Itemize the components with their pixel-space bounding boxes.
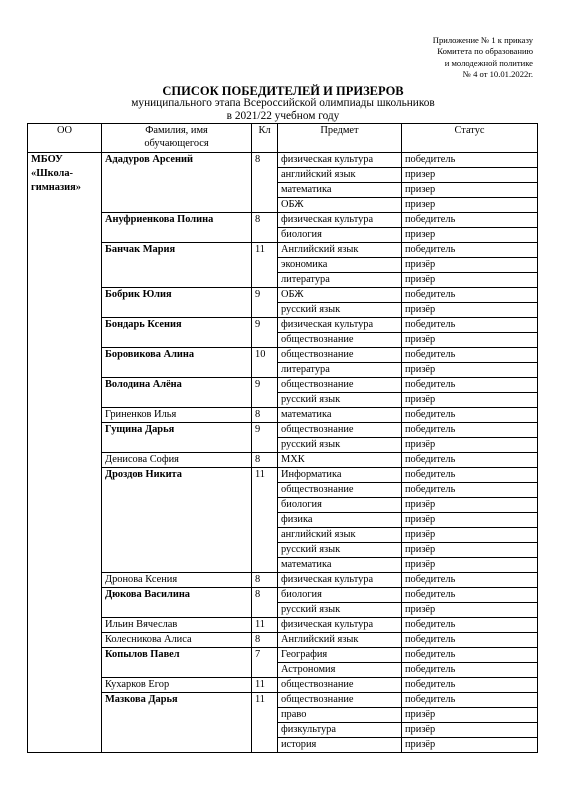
- subject-cell: биология: [278, 498, 402, 513]
- subject-cell: математика: [278, 408, 402, 423]
- status-cell: победитель: [402, 588, 538, 603]
- status-cell: призёр: [402, 603, 538, 618]
- subject-cell: русский язык: [278, 543, 402, 558]
- subject-cell: Информатика: [278, 468, 402, 483]
- subject-cell: русский язык: [278, 303, 402, 318]
- subject-cell: экономика: [278, 258, 402, 273]
- status-cell: призер: [402, 198, 538, 213]
- subject-cell: обществознание: [278, 333, 402, 348]
- grade-cell: 11: [252, 618, 278, 633]
- status-cell: победитель: [402, 378, 538, 393]
- table-row: [28, 213, 538, 228]
- student-name-cell: Дроздов Никита: [102, 468, 252, 573]
- school-name-cell: [28, 153, 102, 753]
- grade-cell: 8: [252, 213, 278, 243]
- status-cell: победитель: [402, 318, 538, 333]
- grade-cell: 8: [252, 408, 278, 423]
- subtitle-line-2: в 2021/22 учебном году: [226, 110, 340, 122]
- subject-cell: физическая культура: [278, 318, 402, 333]
- school-name-line-3: гимназия»: [31, 182, 81, 193]
- student-name-cell: Гриненков Илья: [102, 408, 252, 423]
- status-cell: призёр: [402, 438, 538, 453]
- table-row: [28, 243, 538, 258]
- status-cell: победитель: [402, 663, 538, 678]
- subject-cell: физическая культура: [278, 573, 402, 588]
- student-name-cell: Дронова Ксения: [102, 573, 252, 588]
- school-name-line-1: МБОУ: [31, 154, 63, 165]
- table-row: [28, 678, 538, 693]
- student-name-cell: Кухарков Егор: [102, 678, 252, 693]
- subject-cell: обществознание: [278, 348, 402, 363]
- header-name: [102, 124, 252, 153]
- grade-cell: 9: [252, 288, 278, 318]
- status-cell: призёр: [402, 258, 538, 273]
- student-name-cell: Мазкова Дарья: [102, 693, 252, 753]
- grade-cell: 9: [252, 423, 278, 453]
- subject-cell: русский язык: [278, 438, 402, 453]
- grade-cell: 11: [252, 678, 278, 693]
- winners-table: [27, 123, 538, 753]
- grade-cell: 8: [252, 633, 278, 648]
- table-body: [28, 153, 538, 753]
- status-cell: призер: [402, 228, 538, 243]
- header-grade: Кл: [252, 124, 278, 153]
- order-note-line-2: Комитета по образованию: [437, 46, 533, 57]
- status-cell: победитель: [402, 468, 538, 483]
- grade-cell: 9: [252, 318, 278, 348]
- grade-cell: 8: [252, 573, 278, 588]
- subtitle-line-1: муниципального этапа Всероссийской олимпиады школьников: [131, 97, 435, 109]
- grade-cell: 11: [252, 243, 278, 288]
- document-subtitle: [0, 97, 566, 123]
- table-row: [28, 588, 538, 603]
- student-name-cell: Боровикова Алина: [102, 348, 252, 378]
- subject-cell: история: [278, 738, 402, 753]
- status-cell: призёр: [402, 558, 538, 573]
- order-note-line-4: № 4 от 10.01.2022г.: [462, 68, 533, 79]
- student-name-cell: Бондарь Ксения: [102, 318, 252, 348]
- status-cell: призёр: [402, 708, 538, 723]
- status-cell: победитель: [402, 483, 538, 498]
- table-row: [28, 693, 538, 708]
- table-row: [28, 618, 538, 633]
- table-row: [28, 318, 538, 333]
- table-row: [28, 468, 538, 483]
- grade-cell: 8: [252, 453, 278, 468]
- table-row: [28, 453, 538, 468]
- status-cell: призёр: [402, 723, 538, 738]
- status-cell: призёр: [402, 333, 538, 348]
- grade-cell: 7: [252, 648, 278, 678]
- status-cell: призёр: [402, 393, 538, 408]
- student-name-cell: Копылов Павел: [102, 648, 252, 678]
- student-name-cell: Гущина Дарья: [102, 423, 252, 453]
- status-cell: победитель: [402, 678, 538, 693]
- student-name-cell: Дюкова Василина: [102, 588, 252, 618]
- grade-cell: 11: [252, 693, 278, 753]
- table-row: [28, 348, 538, 363]
- header-org: ОО: [28, 124, 102, 153]
- table-row: [28, 153, 538, 168]
- subject-cell: Астрономия: [278, 663, 402, 678]
- status-cell: призер: [402, 183, 538, 198]
- subject-cell: МХК: [278, 453, 402, 468]
- subject-cell: физическая культура: [278, 213, 402, 228]
- status-cell: призёр: [402, 513, 538, 528]
- subject-cell: обществознание: [278, 423, 402, 438]
- table-row: [28, 633, 538, 648]
- subject-cell: обществознание: [278, 378, 402, 393]
- header-name-line-1: Фамилия, имя: [145, 125, 208, 136]
- status-cell: победитель: [402, 453, 538, 468]
- subject-cell: физическая культура: [278, 153, 402, 168]
- subject-cell: ОБЖ: [278, 288, 402, 303]
- document-title: СПИСОК ПОБЕДИТЕЛЕЙ И ПРИЗЕРОВ: [162, 84, 404, 98]
- status-cell: победитель: [402, 243, 538, 258]
- subject-cell: обществознание: [278, 693, 402, 708]
- grade-cell: 9: [252, 378, 278, 408]
- subject-cell: обществознание: [278, 678, 402, 693]
- subject-cell: биология: [278, 228, 402, 243]
- header-name-line-2: обучающегося: [144, 138, 209, 149]
- subject-cell: литература: [278, 363, 402, 378]
- student-name-cell: Ильин Вячеслав: [102, 618, 252, 633]
- status-cell: победитель: [402, 618, 538, 633]
- status-cell: победитель: [402, 633, 538, 648]
- student-name-cell: Колесникова Алиса: [102, 633, 252, 648]
- order-reference-note: [373, 35, 533, 80]
- student-name-cell: Банчак Мария: [102, 243, 252, 288]
- student-name-cell: Бобрик Юлия: [102, 288, 252, 318]
- status-cell: победитель: [402, 408, 538, 423]
- grade-cell: 8: [252, 153, 278, 213]
- table-header: [28, 124, 538, 153]
- subject-cell: Английский язык: [278, 633, 402, 648]
- subject-cell: География: [278, 648, 402, 663]
- status-cell: победитель: [402, 423, 538, 438]
- status-cell: победитель: [402, 693, 538, 708]
- student-name-cell: Ададуров Арсений: [102, 153, 252, 213]
- student-name-cell: Володина Алёна: [102, 378, 252, 408]
- subject-cell: литература: [278, 273, 402, 288]
- status-cell: победитель: [402, 573, 538, 588]
- table-row: [28, 648, 538, 663]
- subject-cell: физкультура: [278, 723, 402, 738]
- status-cell: призер: [402, 168, 538, 183]
- student-name-cell: Денисова София: [102, 453, 252, 468]
- grade-cell: 10: [252, 348, 278, 378]
- status-cell: победитель: [402, 348, 538, 363]
- status-cell: призёр: [402, 273, 538, 288]
- table-row: [28, 423, 538, 438]
- status-cell: призёр: [402, 498, 538, 513]
- subject-cell: физика: [278, 513, 402, 528]
- status-cell: призёр: [402, 738, 538, 753]
- status-cell: победитель: [402, 153, 538, 168]
- header-subject: Предмет: [278, 124, 402, 153]
- subject-cell: русский язык: [278, 393, 402, 408]
- status-cell: победитель: [402, 213, 538, 228]
- subject-cell: математика: [278, 183, 402, 198]
- table-row: [28, 573, 538, 588]
- subject-cell: право: [278, 708, 402, 723]
- student-name-cell: Ануфриенкова Полина: [102, 213, 252, 243]
- subject-cell: русский язык: [278, 603, 402, 618]
- table-row: [28, 378, 538, 393]
- grade-cell: 8: [252, 588, 278, 618]
- status-cell: победитель: [402, 648, 538, 663]
- subject-cell: английский язык: [278, 168, 402, 183]
- status-cell: призёр: [402, 528, 538, 543]
- table-header-row: [28, 124, 538, 153]
- subject-cell: биология: [278, 588, 402, 603]
- subject-cell: английский язык: [278, 528, 402, 543]
- header-status: Статус: [402, 124, 538, 153]
- order-note-line-1: Приложение № 1 к приказу: [432, 35, 533, 45]
- subject-cell: физическая культура: [278, 618, 402, 633]
- subject-cell: Английский язык: [278, 243, 402, 258]
- subject-cell: обществознание: [278, 483, 402, 498]
- order-note-line-3: и молодежной политике: [444, 57, 533, 68]
- school-name-line-2: «Школа-: [31, 168, 73, 179]
- table-row: [28, 288, 538, 303]
- subject-cell: ОБЖ: [278, 198, 402, 213]
- status-cell: призёр: [402, 303, 538, 318]
- grade-cell: 11: [252, 468, 278, 573]
- status-cell: призёр: [402, 363, 538, 378]
- subject-cell: математика: [278, 558, 402, 573]
- table-row: [28, 408, 538, 423]
- status-cell: победитель: [402, 288, 538, 303]
- status-cell: призёр: [402, 543, 538, 558]
